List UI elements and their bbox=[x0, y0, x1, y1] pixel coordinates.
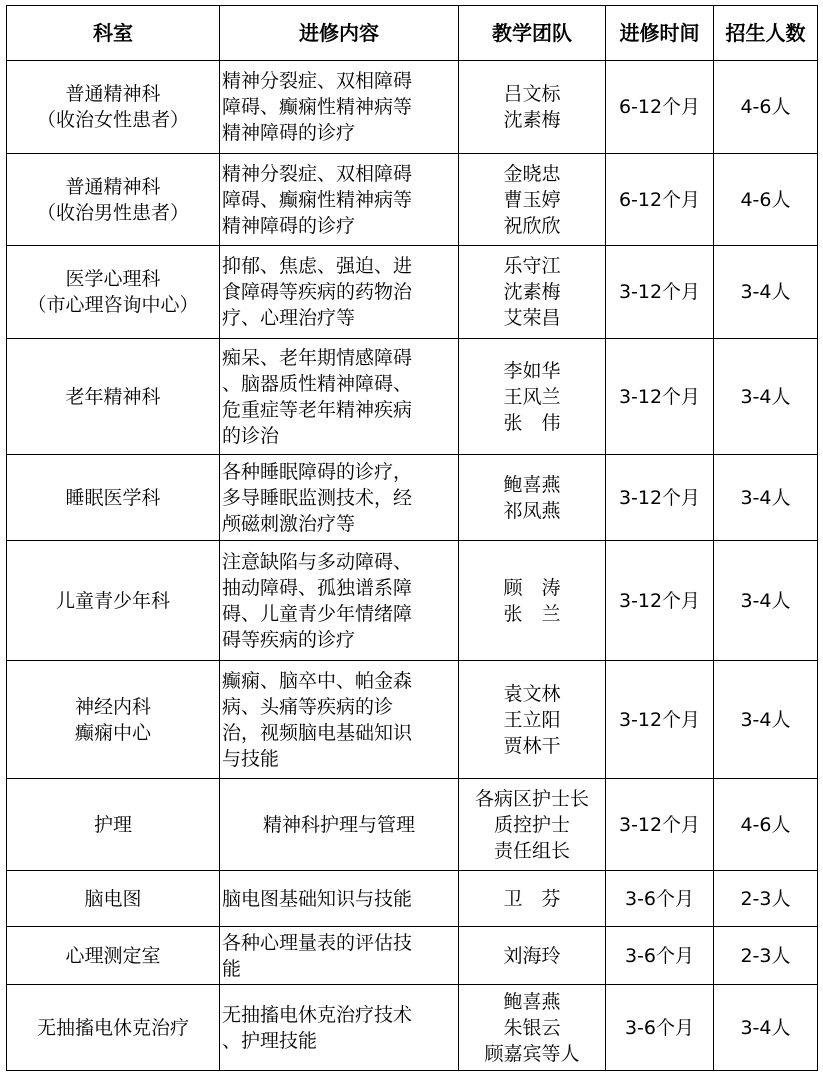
team-cell-line: 卫 芬 bbox=[503, 887, 561, 910]
content-cell bbox=[220, 871, 459, 927]
dept-cell bbox=[7, 61, 220, 154]
content-cell-line: 障碍、癫痫性精神病等 bbox=[222, 96, 413, 118]
team-cell bbox=[459, 61, 606, 154]
time-cell: 3-12个月 bbox=[606, 455, 714, 541]
table-row bbox=[7, 339, 818, 455]
content-cell-line: 食障碍等疾病的药物治 bbox=[222, 281, 413, 303]
team-cell-line: 沈素梅 bbox=[503, 281, 561, 303]
team-cell-line: 袁文林 bbox=[503, 682, 561, 705]
content-cell-line: 各种睡眠障碍的诊疗， bbox=[222, 460, 413, 483]
content-cell-line: 各种心理量表的评估技 bbox=[222, 931, 413, 954]
content-cell-line: 碍等疾病的诊疗 bbox=[222, 628, 356, 651]
count-cell: 2-3人 bbox=[714, 871, 818, 927]
team-cell-line: 吕文标 bbox=[503, 83, 561, 105]
content-cell-line: 、脑器质性精神障碍、 bbox=[222, 372, 413, 395]
content-cell bbox=[220, 154, 459, 246]
count-cell: 4-6人 bbox=[714, 779, 818, 871]
dept-cell bbox=[7, 339, 220, 455]
team-cell-line: 鲍喜燕 bbox=[503, 473, 561, 496]
table-row bbox=[7, 154, 818, 246]
team-cell-line: 王风兰 bbox=[503, 385, 561, 408]
table-row bbox=[7, 541, 818, 661]
table-row bbox=[7, 985, 818, 1071]
content-cell-line: 脑电图基础知识与技能 bbox=[222, 887, 413, 910]
content-cell bbox=[220, 61, 459, 154]
content-cell-line: 抽动障碍、孤独谱系障 bbox=[222, 576, 413, 599]
time-cell: 6-12个月 bbox=[606, 154, 714, 246]
content-cell-line: 颅磁刺激治疗等 bbox=[222, 512, 356, 535]
content-cell-line: 精神科护理与管理 bbox=[262, 813, 415, 836]
dept-cell-line: 老年精神科 bbox=[65, 385, 161, 408]
dept-cell bbox=[7, 154, 220, 246]
content-cell bbox=[220, 246, 459, 339]
dept-cell-line: 无抽搐电休克治疗 bbox=[36, 1016, 189, 1039]
team-cell-line: 张 伟 bbox=[503, 411, 561, 434]
content-cell bbox=[220, 927, 459, 985]
header-dept: 科室 bbox=[7, 6, 220, 61]
dept-cell bbox=[7, 779, 220, 871]
content-cell-line: 疗、心理治疗等 bbox=[222, 307, 356, 329]
time-cell: 3-12个月 bbox=[606, 246, 714, 339]
content-cell bbox=[220, 661, 459, 779]
content-cell bbox=[220, 779, 459, 871]
table-row bbox=[7, 779, 818, 871]
content-cell bbox=[220, 985, 459, 1071]
table-body bbox=[7, 61, 818, 1071]
count-cell: 4-6人 bbox=[714, 154, 818, 246]
dept-cell-line: 脑电图 bbox=[84, 887, 142, 910]
dept-cell-line: 癫痫中心 bbox=[74, 721, 151, 744]
time-cell: 3-12个月 bbox=[606, 541, 714, 661]
content-cell bbox=[220, 455, 459, 541]
header-team: 教学团队 bbox=[459, 6, 606, 61]
team-cell bbox=[459, 154, 606, 246]
content-cell-line: 癫痫、脑卒中、帕金森 bbox=[222, 669, 413, 692]
team-cell bbox=[459, 871, 606, 927]
content-cell-line: 无抽搐电休克治疗技术 bbox=[222, 1003, 413, 1026]
team-cell-line: 鲍喜燕 bbox=[503, 990, 561, 1013]
dept-cell bbox=[7, 927, 220, 985]
content-cell-line: 碍、儿童青少年情绪障 bbox=[222, 602, 413, 625]
team-cell-line: 质控护士 bbox=[493, 813, 570, 836]
dept-cell-line: 神经内科 bbox=[74, 695, 151, 718]
dept-cell-line: 医学心理科 bbox=[65, 268, 161, 290]
team-cell-line: 曹玉婷 bbox=[503, 188, 561, 211]
dept-cell bbox=[7, 541, 220, 661]
count-cell: 3-4人 bbox=[714, 246, 818, 339]
content-cell-line: 抑郁、焦虑、强迫、进 bbox=[222, 255, 413, 277]
team-cell-line: 金晓忠 bbox=[503, 162, 561, 185]
table-row bbox=[7, 246, 818, 339]
team-cell-line: 朱银云 bbox=[503, 1016, 561, 1039]
content-cell-line: 障碍、癫痫性精神病等 bbox=[222, 188, 413, 211]
header-count: 招生人数 bbox=[714, 6, 818, 61]
team-cell bbox=[459, 927, 606, 985]
count-cell: 4-6人 bbox=[714, 61, 818, 154]
content-cell-line: 与技能 bbox=[222, 747, 280, 770]
team-cell-line: 贾林干 bbox=[503, 734, 561, 757]
content-cell-line: 精神障碍的诊疗 bbox=[222, 122, 356, 144]
dept-cell-line: （收治女性患者） bbox=[36, 109, 189, 131]
team-cell-line: 责任组长 bbox=[493, 839, 570, 862]
team-cell-line: 顾 涛 bbox=[503, 576, 561, 599]
team-cell bbox=[459, 779, 606, 871]
content-cell-line: 痴呆、老年期情感障碍 bbox=[222, 346, 413, 369]
table-row bbox=[7, 927, 818, 985]
dept-cell bbox=[7, 246, 220, 339]
count-cell: 3-4人 bbox=[714, 661, 818, 779]
time-cell: 6-12个月 bbox=[606, 61, 714, 154]
content-cell bbox=[220, 339, 459, 455]
count-cell: 3-4人 bbox=[714, 455, 818, 541]
content-cell-line: 、护理技能 bbox=[222, 1029, 318, 1052]
count-cell: 3-4人 bbox=[714, 339, 818, 455]
team-cell-line: 刘海玲 bbox=[503, 944, 561, 967]
dept-cell-line: 睡眠医学科 bbox=[65, 486, 161, 509]
time-cell: 3-12个月 bbox=[606, 339, 714, 455]
content-cell-line: 病、头痛等疾病的诊 bbox=[222, 695, 394, 718]
table-row bbox=[7, 871, 818, 927]
time-cell: 3-6个月 bbox=[606, 871, 714, 927]
team-cell-line: 沈素梅 bbox=[503, 109, 561, 131]
dept-cell bbox=[7, 455, 220, 541]
dept-cell-line: 护理 bbox=[93, 813, 132, 836]
content-cell-line: 的诊治 bbox=[222, 424, 280, 447]
team-cell-line: 祝欣欣 bbox=[503, 214, 561, 237]
table-row bbox=[7, 661, 818, 779]
team-cell bbox=[459, 541, 606, 661]
dept-cell-line: 普通精神科 bbox=[65, 175, 161, 198]
team-cell bbox=[459, 455, 606, 541]
team-cell bbox=[459, 246, 606, 339]
count-cell: 2-3人 bbox=[714, 927, 818, 985]
content-cell-line: 注意缺陷与多动障碍、 bbox=[222, 550, 413, 573]
content-cell-line: 多导睡眠监测技术，经 bbox=[222, 486, 413, 509]
team-cell bbox=[459, 985, 606, 1071]
table-row bbox=[7, 61, 818, 154]
team-cell-line: 李如华 bbox=[503, 359, 561, 382]
team-cell-line: 乐守江 bbox=[503, 255, 561, 277]
dept-cell-line: 心理测定室 bbox=[65, 944, 161, 967]
team-cell-line: 各病区护士长 bbox=[474, 787, 589, 810]
time-cell: 3-12个月 bbox=[606, 779, 714, 871]
training-table bbox=[6, 5, 818, 1071]
content-cell-line: 危重症等老年精神疾病 bbox=[222, 398, 413, 421]
dept-cell bbox=[7, 871, 220, 927]
count-cell: 3-4人 bbox=[714, 985, 818, 1071]
team-cell bbox=[459, 661, 606, 779]
count-cell: 3-4人 bbox=[714, 541, 818, 661]
dept-cell bbox=[7, 661, 220, 779]
table-header-row bbox=[7, 6, 818, 61]
team-cell-line: 王立阳 bbox=[503, 708, 561, 731]
table-row bbox=[7, 455, 818, 541]
team-cell bbox=[459, 339, 606, 455]
dept-cell bbox=[7, 985, 220, 1071]
content-cell-line: 精神障碍的诊疗 bbox=[222, 214, 356, 237]
header-time: 进修时间 bbox=[606, 6, 714, 61]
dept-cell-line: （市心理咨询中心） bbox=[27, 294, 199, 316]
dept-cell-line: （收治男性患者） bbox=[36, 201, 189, 224]
time-cell: 3-12个月 bbox=[606, 661, 714, 779]
content-cell-line: 精神分裂症、双相障碍 bbox=[222, 70, 413, 92]
dept-cell-line: 儿童青少年科 bbox=[55, 589, 170, 612]
time-cell: 3-6个月 bbox=[606, 985, 714, 1071]
team-cell-line: 祁凤燕 bbox=[503, 499, 561, 522]
header-content: 进修内容 bbox=[220, 6, 459, 61]
dept-cell-line: 普通精神科 bbox=[65, 83, 161, 105]
team-cell-line: 顾嘉宾等人 bbox=[484, 1042, 580, 1065]
content-cell bbox=[220, 541, 459, 661]
team-cell-line: 张 兰 bbox=[503, 602, 561, 625]
content-cell-line: 精神分裂症、双相障碍 bbox=[222, 162, 413, 185]
team-cell-line: 艾荣昌 bbox=[503, 307, 561, 329]
content-cell-line: 治，视频脑电基础知识 bbox=[222, 721, 413, 744]
content-cell-line: 能 bbox=[222, 957, 242, 980]
time-cell: 3-6个月 bbox=[606, 927, 714, 985]
